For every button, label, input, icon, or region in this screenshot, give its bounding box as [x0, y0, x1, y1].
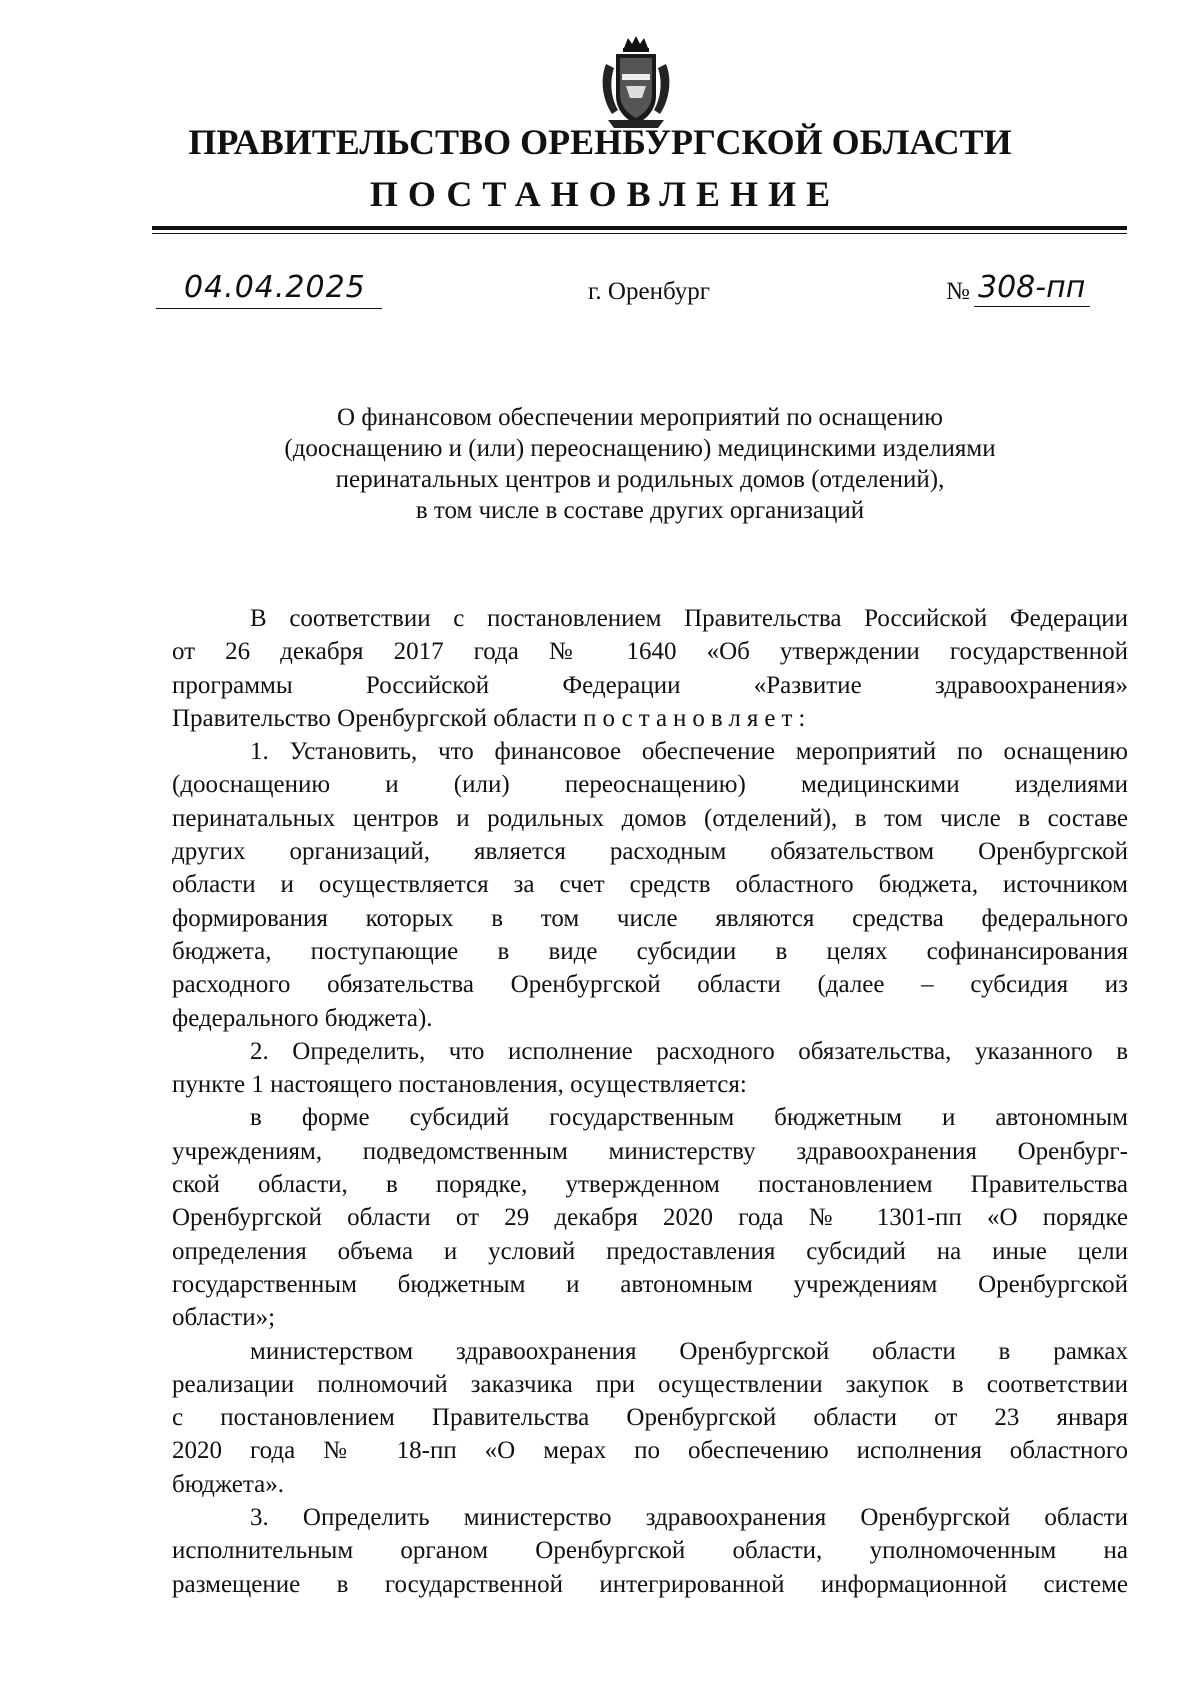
body-line: учреждениям, подведомственным министерству здравоохранения Оренбург- — [172, 1137, 1128, 1165]
body-line: федерального бюджета). — [172, 1004, 433, 1032]
body-line: бюджета». — [172, 1470, 284, 1498]
document-date: 04.04.2025 — [184, 270, 366, 305]
organization-title: ПРАВИТЕЛЬСТВО ОРЕНБУРГСКОЙ ОБЛАСТИ — [188, 122, 1012, 162]
body-line: расходного обязательства Оренбургской области (далее – субсидия из — [172, 971, 1128, 999]
document-city: г. Оренбург — [588, 278, 710, 305]
header-rule-thick — [152, 226, 1127, 230]
body-line: формирования которых в том числе являются средства федерального — [172, 904, 1128, 932]
body-line: (дооснащению и (или) переоснащению) медицинскими изделиями — [172, 771, 1128, 799]
body-line: пункте 1 настоящего постановления, осуществляется: — [172, 1071, 747, 1099]
body-line: 2020 года № 18-пп «О мерах по обеспечению исполнения областного — [172, 1437, 1128, 1465]
header-rule-thin — [152, 233, 1127, 234]
body-line: в форме субсидий государственным бюджетным и автономным — [250, 1104, 1128, 1132]
number-underline — [974, 306, 1090, 307]
decree-prefix: Правительство Оренбургской области — [172, 704, 584, 732]
body-line: области и осуществляется за счет средств областного бюджета, источником — [172, 871, 1128, 899]
title-line: перинатальных центров и родильных домов (отделений), — [335, 466, 945, 493]
document-type-heading: ПОСТАНОВЛЕНИЕ — [369, 174, 841, 214]
title-line: в том числе в составе других организаций — [415, 497, 865, 524]
body-line: определения объема и условий предоставления субсидий на иные цели — [172, 1237, 1128, 1265]
body-line: государственным бюджетным и автономным учреждениям Оренбургской — [172, 1270, 1128, 1298]
body-line: 3. Определить министерство здравоохранения Оренбургской области — [250, 1504, 1128, 1532]
body-line: программы Российской Федерации «Развитие здравоохранения» — [172, 671, 1128, 699]
body-line: реализации полномочий заказчика при осуществлении закупок в соответствии — [172, 1370, 1128, 1398]
body-line: перинатальных центров и родильных домов (отделений), в том числе в составе — [172, 804, 1128, 832]
number-label: № — [946, 278, 970, 305]
body-line: Оренбургской области от 29 декабря 2020 года № 1301-пп «О порядке — [172, 1204, 1128, 1232]
body-line-decree — [172, 702, 1128, 735]
date-underline — [156, 308, 382, 309]
body-line: исполнительным органом Оренбургской области, уполномоченным на — [172, 1537, 1128, 1565]
document-body — [172, 602, 1128, 1601]
title-line: О финансовом обеспечении мероприятий по оснащению — [337, 404, 943, 431]
body-line: других организаций, является расходным обязательством Оренбургской — [172, 838, 1128, 866]
body-line: ской области, в порядке, утвержденном постановлением Правительства — [172, 1171, 1128, 1199]
body-line: области»; — [172, 1304, 276, 1332]
coat-of-arms-emblem — [598, 34, 674, 132]
body-line: с постановлением Правительства Оренбургской области от 23 января — [172, 1404, 1128, 1432]
body-line: министерством здравоохранения Оренбургской области в рамках — [250, 1337, 1128, 1365]
body-line: 1. Установить, что финансовое обеспечение мероприятий по оснащению — [250, 738, 1128, 766]
body-line: 2. Определить, что исполнение расходного обязательства, указанного в — [250, 1037, 1128, 1065]
decree-verb: постановляет: — [583, 704, 812, 732]
document-subject-title — [160, 402, 1120, 526]
title-line: (дооснащению и (или) переоснащению) медицинскими изделиями — [284, 435, 996, 462]
body-line: размещение в государственной интегрированной информационной системе — [172, 1570, 1128, 1598]
body-line: от 26 декабря 2017 года № 1640 «Об утверждении государственной — [172, 638, 1128, 666]
body-line: В соответствии с постановлением Правительства Российской Федерации — [250, 605, 1128, 632]
body-line: бюджета, поступающие в виде субсидии в целях софинансирования — [172, 937, 1128, 965]
document-number: 308-пп — [978, 270, 1086, 305]
